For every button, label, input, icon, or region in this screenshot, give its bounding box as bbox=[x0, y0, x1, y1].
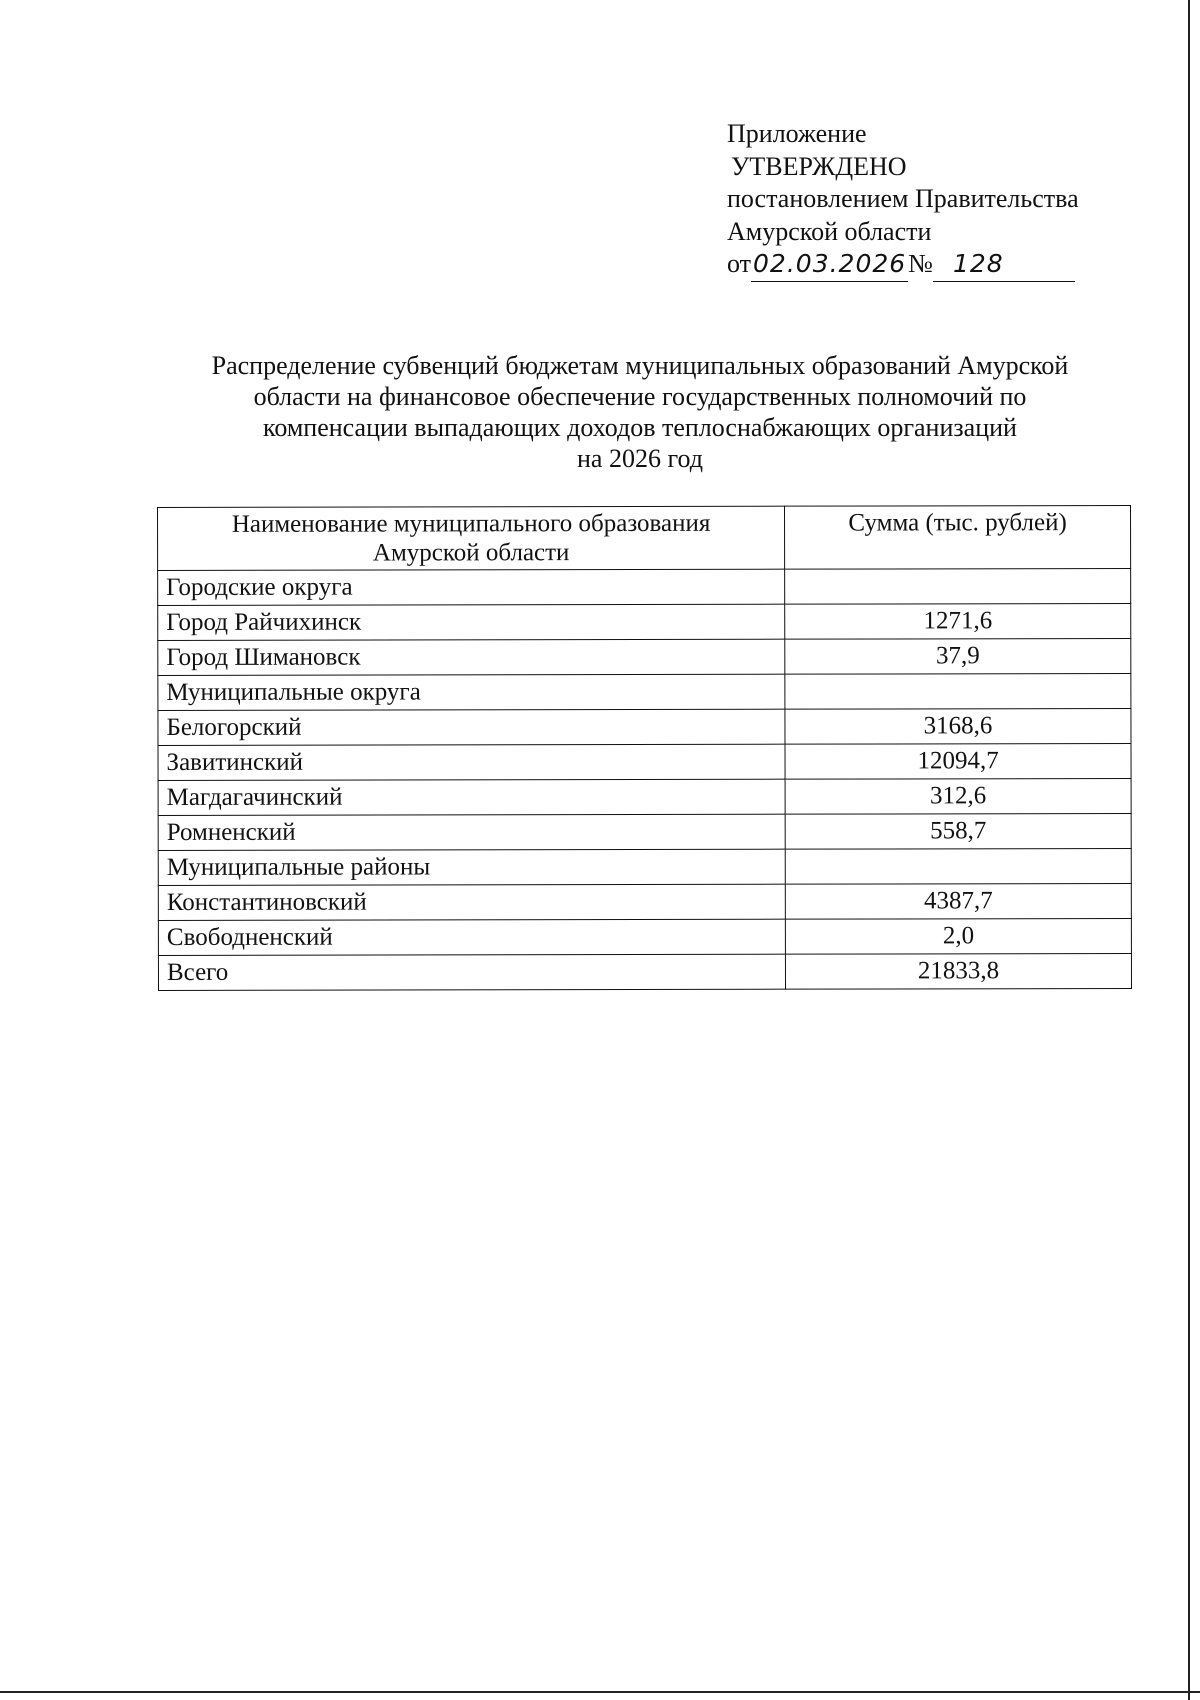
title-line-2: области на финансовое обеспечение государственных полномочий по bbox=[253, 382, 1027, 411]
order-date-field bbox=[751, 248, 908, 282]
row-sum: 21833,8 bbox=[786, 953, 1132, 989]
row-name: Константиновский bbox=[158, 884, 785, 920]
table-row bbox=[158, 883, 1131, 920]
row-name: Завитинский bbox=[158, 744, 785, 780]
title-line-3: компенсации выпадающих доходов теплоснабжающих организаций bbox=[263, 413, 1017, 442]
order-line bbox=[727, 248, 1079, 282]
order-date: 02.03.2026 bbox=[753, 249, 907, 278]
table-row bbox=[158, 918, 1131, 955]
row-name: Город Шимановск bbox=[158, 639, 785, 675]
header-sum: Сумма (тыс. рублей) bbox=[785, 505, 1131, 569]
row-sum: 2,0 bbox=[785, 918, 1131, 954]
table-row bbox=[158, 603, 1131, 640]
table-row bbox=[158, 743, 1131, 780]
row-sum: 1271,6 bbox=[785, 603, 1131, 639]
row-sum: 12094,7 bbox=[785, 743, 1131, 779]
document-title bbox=[150, 350, 1130, 474]
table-row bbox=[158, 568, 1131, 605]
table-row bbox=[158, 673, 1131, 710]
order-number-sign: № bbox=[908, 249, 933, 278]
row-name: Всего bbox=[158, 954, 785, 990]
row-sum: 4387,7 bbox=[785, 883, 1131, 919]
row-name: Ромненский bbox=[158, 814, 785, 850]
appendix-label: Приложение bbox=[727, 119, 867, 148]
table-header-row bbox=[158, 505, 1131, 570]
approved-label: УТВЕРЖДЕНО bbox=[731, 151, 907, 181]
row-sum: 312,6 bbox=[785, 778, 1131, 814]
resolution-label: постановлением Правительства bbox=[727, 184, 1079, 213]
table-row bbox=[158, 778, 1131, 815]
row-name: Муниципальные районы bbox=[158, 849, 785, 885]
row-sum: 37,9 bbox=[785, 638, 1131, 674]
row-sum bbox=[785, 568, 1131, 604]
subvention-table bbox=[157, 505, 1132, 991]
row-name: Город Райчихинск bbox=[158, 604, 785, 640]
table-row bbox=[158, 813, 1131, 850]
table-row bbox=[158, 848, 1131, 885]
row-name: Муниципальные округа bbox=[158, 674, 785, 710]
row-sum: 558,7 bbox=[785, 813, 1131, 849]
scan-edge-bottom bbox=[0, 1691, 1200, 1693]
region-label: Амурской области bbox=[727, 216, 932, 246]
header-municipality-line-2: Амурской области bbox=[372, 539, 570, 567]
table-row bbox=[158, 638, 1131, 675]
row-sum: 3168,6 bbox=[785, 708, 1131, 744]
row-name: Свободненский bbox=[158, 919, 785, 955]
order-number-field bbox=[933, 248, 1075, 282]
table-row bbox=[158, 708, 1131, 745]
header-municipality-line-1: Наименование муниципального образования bbox=[231, 509, 711, 538]
row-name: Городские округа bbox=[158, 569, 785, 605]
approval-block bbox=[727, 118, 1079, 282]
row-sum bbox=[785, 848, 1131, 884]
row-sum bbox=[785, 673, 1131, 709]
title-line-1: Распределение субвенций бюджетам муниципальных образований Амурской bbox=[211, 351, 1069, 380]
table-row-total bbox=[158, 953, 1131, 990]
row-name: Магдагачинский bbox=[158, 779, 785, 815]
row-name: Белогорский bbox=[158, 709, 785, 745]
title-line-4: на 2026 год bbox=[577, 444, 703, 473]
order-prefix: от bbox=[727, 249, 752, 278]
header-municipality bbox=[158, 506, 785, 570]
scan-edge-right bbox=[1188, 0, 1190, 1700]
order-number: 128 bbox=[952, 249, 1004, 278]
